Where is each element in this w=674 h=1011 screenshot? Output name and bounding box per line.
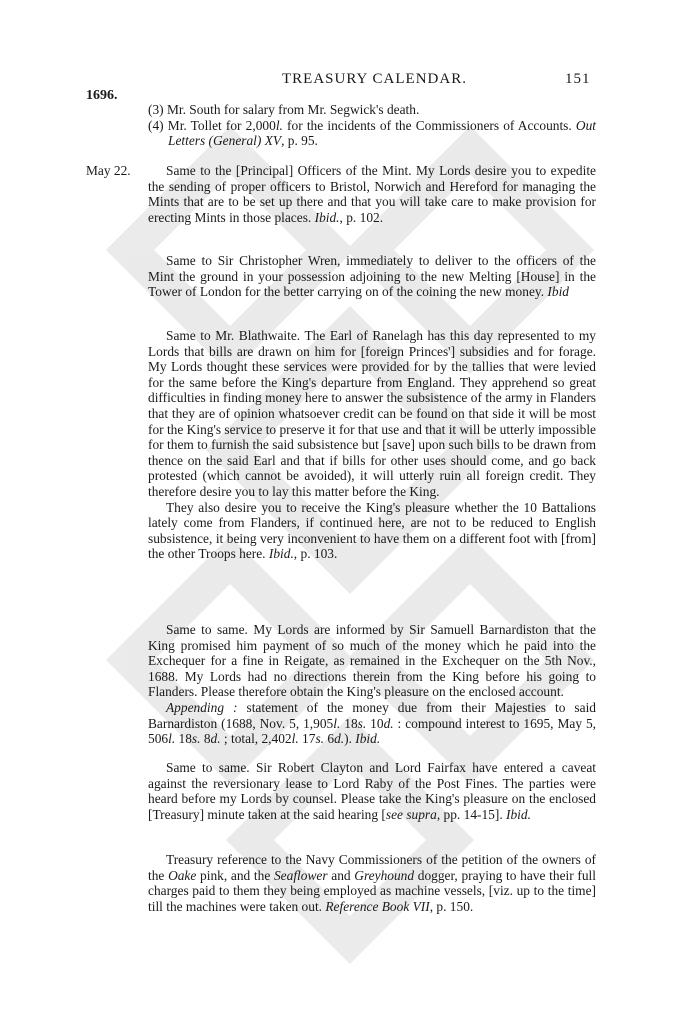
entry-mint-officers: Same to the [Principal] Officers of the Mint. My Lords desire you to expedite the sending of proper officers to Bristol, Norwich and Hereford for managing the Mints that are to be set up there and that you will take care to make provision for erecting Mints in those places. Ibid., p. 102. <box>148 163 596 225</box>
entry-navy-reference: Treasury reference to the Navy Commissioners of the petition of the owners of the Oake pink, and the Seaflower and Greyhound dogger, praying to have their full charges paid to them they being employed as machine vessels, [viz. up to the time] till the machines were taken out. Reference Book VII, p. 150. <box>148 852 596 914</box>
entry-blathwaite: Same to Mr. Blathwaite. The Earl of Ranelagh has this day represented to my Lords that bills are drawn on him for [foreign Princes'] subsidies and for forage. My Lords thought these services were provided for by the tallies that were levied for the same before the King's departure from England. They apprehend so great difficulties in finding money here to answer the subsistence of the army in Flanders that they are of opinion whatsoever credit can be found on that side it will be most for the King's service to preserve it for that use and that it will be utterly impossible for them to furnish the said subsistence but [save] upon such bills to be drawn from thence on the said Earl and that if bills for other uses should come, and go back protested (which cannot be avoided), it will utterly ruin all foreign credit. They therefore desire you to lay this matter before the King. They also desire you to receive the King's pleasure whether the 10 Battalions lately come from Flanders, if continued here, are not to be reduced to English subsistence, it being very inconvenient to have them on a different foot with [from] the other Troops here. Ibid., p. 103. <box>148 328 596 562</box>
page-number: 151 <box>565 71 591 87</box>
entry-christopher-wren: Same to Sir Christopher Wren, immediately to deliver to the officers of the Mint the ground in your possession adjoining to the new Melting [House] in the Tower of London for the better carrying on of the coining the new money. Ibid <box>148 253 596 300</box>
continued-list <box>148 102 596 149</box>
entry-date: May 22. <box>86 163 131 178</box>
entry-post-fines-caveat: Same to same. Sir Robert Clayton and Lord Fairfax have entered a caveat against the reversionary lease to Lord Raby of the Post Fines. The parties were heard before my Lords by counsel. Please take the King's pleasure on the enclosed [Treasury] minute taken at the said hearing [see supra, pp. 14-15]. Ibid. <box>148 760 596 822</box>
entry-barnardiston: Same to same. My Lords are informed by Sir Samuell Barnardiston that the King promised him payment of so much of the money which he paid into the Exchequer for a fine in Reigate, as remained in the Exchequer on the 5th Nov., 1688. My Lords had no directions therein from the King before his going to Flanders. Please therefore obtain the King's pleasure on the enclosed account. Appending : statement of the money due from their Majesties to said Barnardiston (1688, Nov. 5, 1,905l. 18s. 10d. : compound interest to 1695, May 5, 506l. 18s. 8d. ; total, 2,402l. 17s. 6d.). Ibid. <box>148 622 596 747</box>
running-title: TREASURY CALENDAR. <box>282 71 467 87</box>
year-heading: 1696. <box>86 88 118 103</box>
list-item-3: (3) Mr. South for salary from Mr. Segwick's death. <box>148 102 420 117</box>
list-item-4: (4) Mr. Tollet for 2,000l. for the incidents of the Commissioners of Accounts. Out Letters (General) XV, p. 95. <box>148 117 596 149</box>
